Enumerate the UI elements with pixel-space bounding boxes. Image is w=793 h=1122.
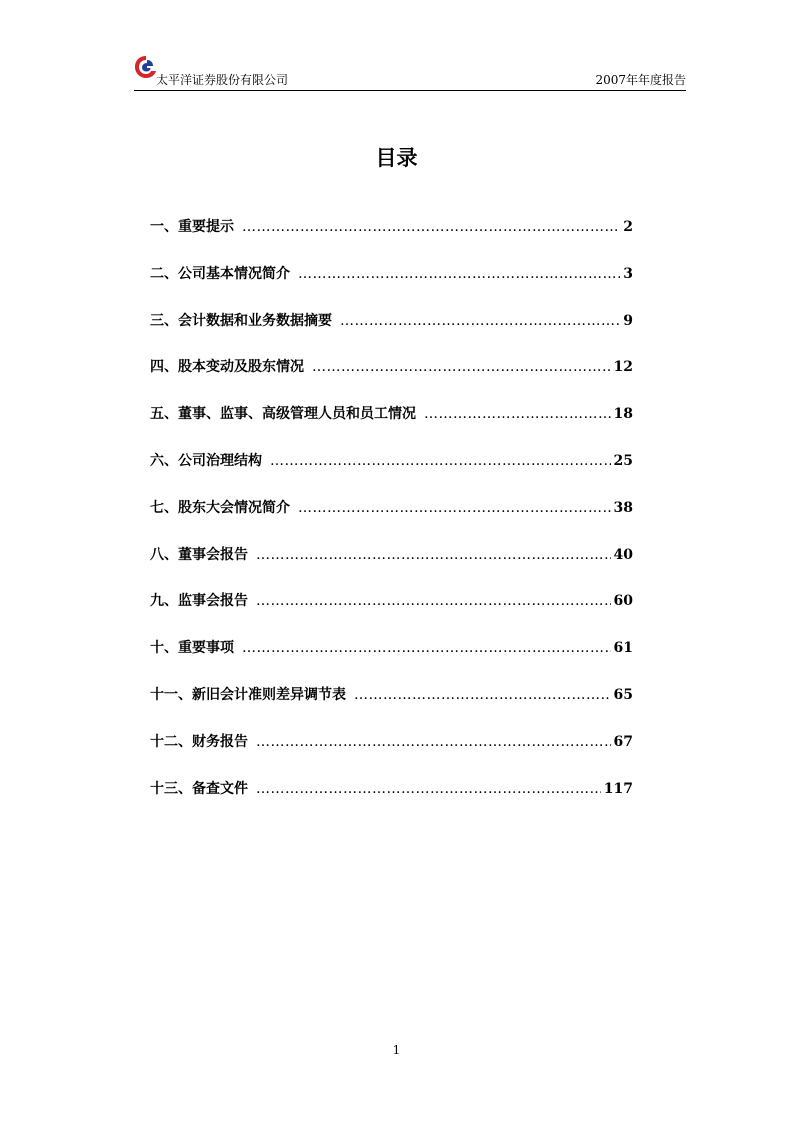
toc-entry-page: 25 — [613, 452, 633, 469]
toc-entry-page: 117 — [603, 780, 633, 797]
toc-entry-label: 三、会计数据和业务数据摘要 — [150, 312, 332, 329]
company-logo-icon — [134, 54, 158, 80]
toc-leader-dots — [340, 308, 620, 334]
toc-entry-page: 3 — [623, 265, 633, 282]
page-number: 1 — [392, 1043, 401, 1057]
toc-entry-page: 38 — [613, 499, 633, 516]
toc-entry[interactable] — [150, 682, 633, 729]
toc-entry[interactable] — [150, 261, 633, 308]
toc-entry-label: 九、监事会报告 — [150, 593, 248, 610]
toc-entry-label: 八、董事会报告 — [150, 546, 248, 563]
toc-entry[interactable] — [150, 308, 633, 355]
toc-leader-dots — [256, 588, 611, 614]
toc-entry-label: 二、公司基本情况简介 — [150, 265, 290, 282]
toc-entry-page: 40 — [613, 546, 633, 563]
toc-leader-dots — [312, 354, 611, 380]
toc-entry-page: 60 — [613, 593, 633, 610]
toc-leader-dots — [354, 682, 611, 708]
toc-entry[interactable] — [150, 588, 633, 635]
page-header — [134, 54, 686, 91]
toc-entry-label: 十一、新旧会计准则差异调节表 — [150, 686, 346, 703]
toc-entry-page: 67 — [613, 733, 633, 750]
toc-leader-dots — [298, 261, 620, 287]
toc-entry[interactable] — [150, 542, 633, 589]
toc-entry[interactable] — [150, 729, 633, 776]
toc-entry-page: 2 — [623, 219, 633, 235]
toc-entry-label: 五、董事、监事、高级管理人员和员工情况 — [150, 406, 416, 423]
toc-entry-page: 18 — [613, 406, 633, 423]
page-title: 目录 — [375, 146, 418, 170]
toc-entry[interactable] — [150, 776, 633, 823]
toc-entry-label: 四、股本变动及股东情况 — [150, 359, 304, 376]
toc-entry[interactable] — [150, 448, 633, 495]
toc-leader-dots — [242, 635, 611, 661]
toc-entry-label: 七、股东大会情况简介 — [150, 499, 290, 516]
toc-entry-label: 十二、财务报告 — [150, 733, 248, 750]
toc-leader-dots — [424, 401, 611, 427]
toc-entry-page: 65 — [613, 686, 633, 703]
toc-entry-label: 六、公司治理结构 — [150, 452, 262, 469]
toc-entry-label: 一、重要提示 — [150, 219, 234, 235]
company-name: 太平洋证券股份有限公司 — [156, 73, 289, 87]
toc-entry[interactable] — [150, 214, 633, 261]
toc-entry[interactable] — [150, 495, 633, 542]
toc-leader-dots — [256, 729, 611, 755]
toc-leader-dots — [298, 495, 611, 521]
toc-leader-dots — [242, 214, 620, 240]
toc-entry[interactable] — [150, 635, 633, 682]
report-title: 2007年年度报告 — [595, 73, 686, 87]
toc-entry-label: 十三、备查文件 — [150, 780, 248, 797]
toc-entry-page: 9 — [623, 312, 633, 329]
toc-leader-dots — [256, 776, 601, 802]
toc-entry-page: 61 — [613, 640, 633, 657]
toc-entry-page: 12 — [613, 359, 633, 376]
toc-entry[interactable] — [150, 401, 633, 448]
toc-leader-dots — [270, 448, 611, 474]
toc-entry-label: 十、重要事项 — [150, 640, 234, 657]
toc-entry[interactable] — [150, 354, 633, 401]
toc-leader-dots — [256, 542, 611, 568]
table-of-contents — [150, 214, 633, 822]
